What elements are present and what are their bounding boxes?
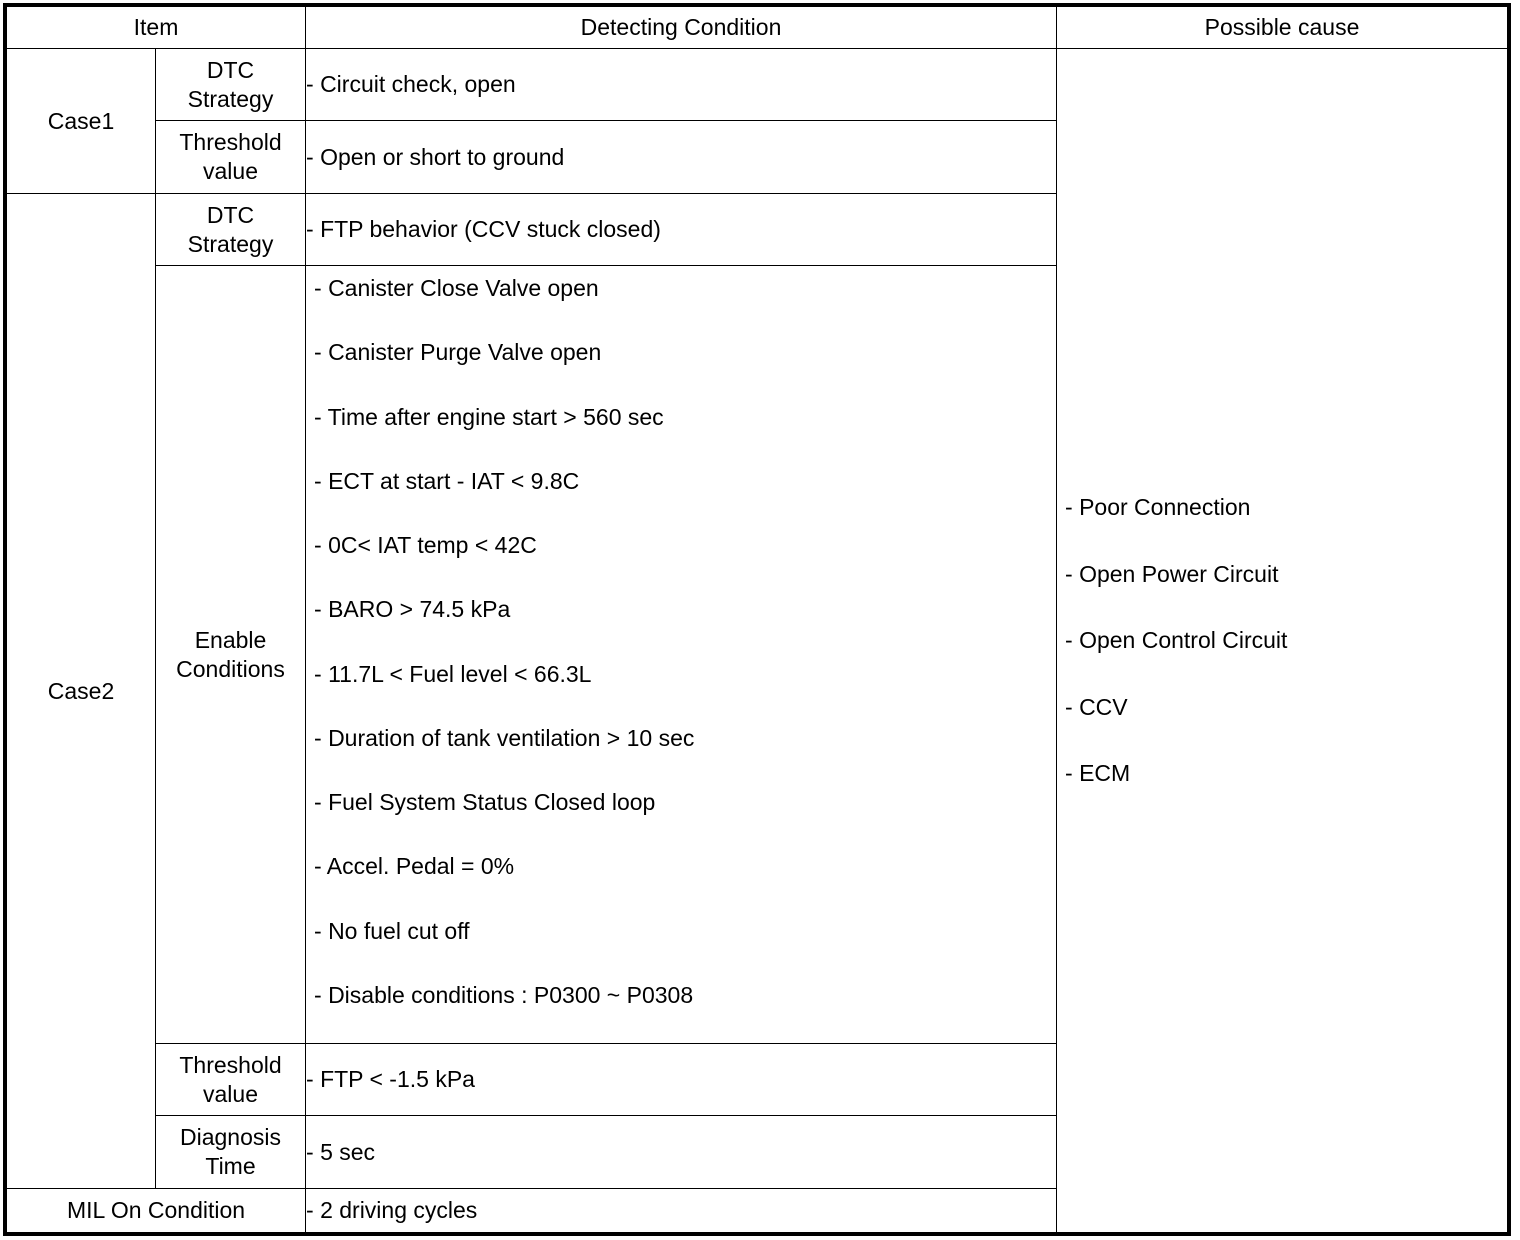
case1-threshold-label-line2: value [203,158,258,184]
enable-conditions-list [306,266,1056,1014]
dtc-table [6,6,1508,1233]
enable-condition-item: - 0C< IAT temp < 42C [314,532,537,559]
enable-condition-item: - Canister Purge Valve open [314,339,602,366]
header-possible-cause: Possible cause [1057,7,1508,49]
header-item: Item [7,7,306,49]
case1-dtc-label-line2: Strategy [187,85,274,112]
case1-dtc-label-line1: DTC [206,56,255,83]
enable-condition-item: - Duration of tank ventilation > 10 sec [314,724,695,751]
possible-cause-item: - Poor Connection [1065,494,1251,520]
possible-cause-list [1057,493,1507,788]
enable-condition-item: - Canister Close Valve open [314,275,599,301]
case1-dtc-strategy-label [156,49,306,121]
enable-condition-item: - 11.7L < Fuel level < 66.3L [314,660,592,687]
possible-cause-item: - ECM [1065,760,1131,786]
case2-dtc-strategy-label [156,194,306,266]
mil-on-condition-value: - 2 driving cycles [306,1189,1057,1233]
enable-condition-item: - Fuel System Status Closed loop [314,789,656,816]
case2-enable-conditions-cell [306,266,1057,1044]
case2-enable-conditions-label [156,266,306,1044]
mil-on-condition-label: MIL On Condition [7,1189,306,1233]
case2-threshold-label-line2: value [203,1080,258,1107]
possible-cause-item: - CCV [1065,693,1128,720]
case1-dtc-strategy-value: - Circuit check, open [306,49,1057,121]
diagnosis-label-line2: Time [205,1153,256,1179]
case2-diagnosis-time-label [156,1116,306,1189]
case1-threshold-label [156,121,306,194]
case2-threshold-label [156,1044,306,1116]
case2-threshold-label-line1: Threshold [179,1051,282,1078]
case2-dtc-label-line1: DTC [206,201,255,228]
table-row [7,49,1508,121]
enable-condition-item: - Accel. Pedal = 0% [314,853,515,880]
possible-cause-item: - Open Power Circuit [1065,560,1279,587]
diagnosis-label-line1: Diagnosis [180,1124,281,1150]
enable-condition-item: - BARO > 74.5 kPa [314,596,511,623]
case2-diagnosis-time-value: - 5 sec [306,1116,1057,1189]
enable-label-line2: Conditions [176,655,285,682]
case1-threshold-label-line1: Threshold [179,129,282,155]
header-detecting-condition: Detecting Condition [306,7,1057,49]
enable-label-line1: Enable [194,626,267,653]
header-row [7,7,1508,49]
case2-label: Case2 [7,194,156,1189]
possible-cause-cell [1057,49,1508,1233]
enable-condition-item: - No fuel cut off [314,917,470,944]
enable-condition-item: - ECT at start - IAT < 9.8C [314,467,580,494]
possible-cause-item: - Open Control Circuit [1065,627,1288,653]
case2-threshold-value: - FTP < -1.5 kPa [306,1044,1057,1116]
case1-threshold-value: - Open or short to ground [306,121,1057,194]
case2-dtc-strategy-value: - FTP behavior (CCV stuck closed) [306,194,1057,266]
enable-condition-item: - Disable conditions : P0300 ~ P0308 [314,981,694,1008]
case1-label: Case1 [7,49,156,194]
case2-dtc-label-line2: Strategy [187,230,274,257]
enable-condition-item: - Time after engine start > 560 sec [314,403,664,430]
